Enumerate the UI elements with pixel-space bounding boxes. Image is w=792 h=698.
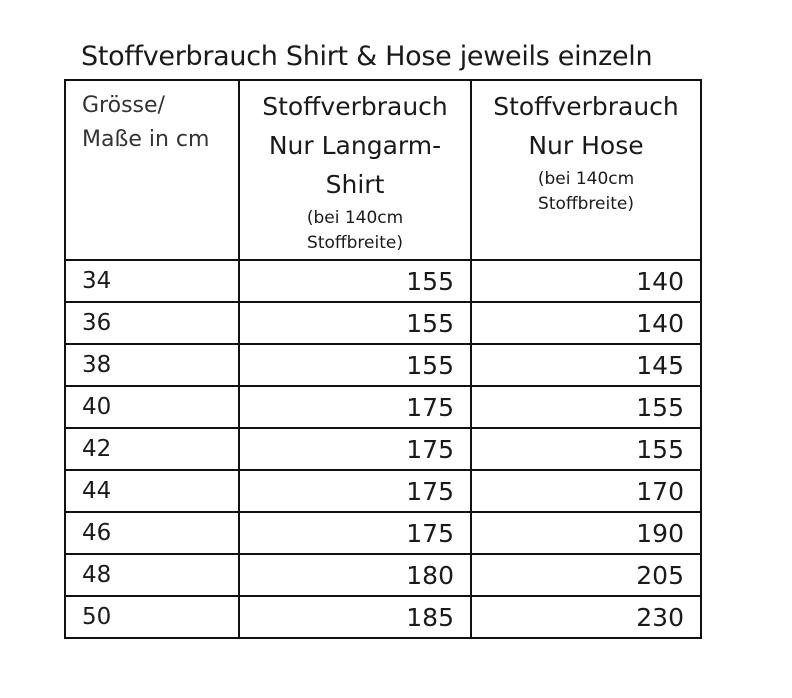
header-size-line-1: Grösse/ bbox=[82, 93, 165, 118]
cell-hose: 205 bbox=[471, 554, 701, 596]
cell-shirt: 175 bbox=[239, 428, 471, 470]
cell-size: 42 bbox=[65, 428, 239, 470]
table-row bbox=[65, 596, 701, 638]
header-shirt-sub-2: Stoffbreite) bbox=[307, 233, 403, 253]
cell-size: 44 bbox=[65, 470, 239, 512]
cell-hose: 140 bbox=[471, 260, 701, 302]
cell-shirt: 175 bbox=[239, 386, 471, 428]
cell-hose: 170 bbox=[471, 470, 701, 512]
cell-hose: 230 bbox=[471, 596, 701, 638]
table-header-row bbox=[65, 80, 701, 260]
header-hose-sub-2: Stoffbreite) bbox=[538, 194, 634, 214]
header-hose-sub-1: (bei 140cm bbox=[537, 169, 635, 189]
table-row bbox=[65, 386, 701, 428]
header-size-line-2: Maße in cm bbox=[82, 127, 210, 152]
header-shirt bbox=[239, 80, 471, 260]
cell-hose: 145 bbox=[471, 344, 701, 386]
cell-shirt: 180 bbox=[239, 554, 471, 596]
header-shirt-line-3: Shirt bbox=[325, 170, 385, 199]
header-shirt-line-2: Nur Langarm- bbox=[268, 131, 442, 160]
header-hose-line-2: Nur Hose bbox=[528, 131, 644, 160]
header-shirt-line-1: Stoffverbrauch bbox=[262, 92, 448, 121]
cell-hose: 155 bbox=[471, 428, 701, 470]
table-row bbox=[65, 260, 701, 302]
table-row bbox=[65, 302, 701, 344]
table-row bbox=[65, 344, 701, 386]
cell-size: 46 bbox=[65, 512, 239, 554]
table-row bbox=[65, 470, 701, 512]
header-hose-line-1: Stoffverbrauch bbox=[493, 92, 679, 121]
cell-size: 40 bbox=[65, 386, 239, 428]
cell-size: 36 bbox=[65, 302, 239, 344]
cell-shirt: 175 bbox=[239, 512, 471, 554]
cell-size: 34 bbox=[65, 260, 239, 302]
cell-hose: 190 bbox=[471, 512, 701, 554]
header-size bbox=[65, 80, 239, 260]
cell-size: 48 bbox=[65, 554, 239, 596]
table-row bbox=[65, 428, 701, 470]
table-row bbox=[65, 554, 701, 596]
header-hose bbox=[471, 80, 701, 260]
cell-size: 38 bbox=[65, 344, 239, 386]
cell-shirt: 155 bbox=[239, 302, 471, 344]
header-shirt-sub-1: (bei 140cm bbox=[306, 208, 404, 228]
cell-shirt: 185 bbox=[239, 596, 471, 638]
cell-shirt: 155 bbox=[239, 260, 471, 302]
table-row bbox=[65, 512, 701, 554]
cell-size: 50 bbox=[65, 596, 239, 638]
cell-hose: 140 bbox=[471, 302, 701, 344]
cell-shirt: 175 bbox=[239, 470, 471, 512]
cell-shirt: 155 bbox=[239, 344, 471, 386]
cell-hose: 155 bbox=[471, 386, 701, 428]
page-title: Stoffverbrauch Shirt & Hose jeweils einzeln bbox=[81, 41, 653, 72]
fabric-usage-table bbox=[64, 79, 702, 639]
